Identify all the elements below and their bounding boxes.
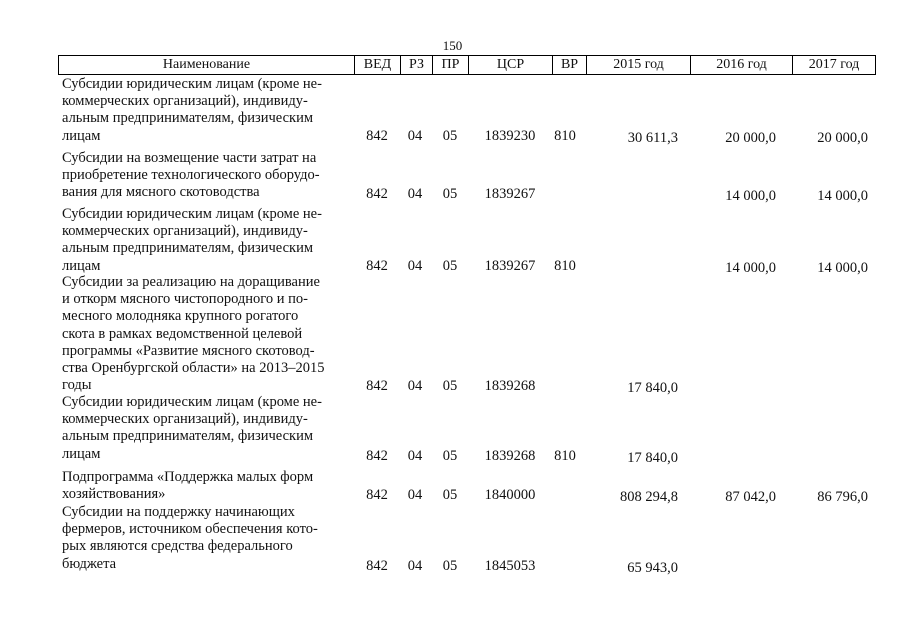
cell-2016: 20 000,0 <box>725 130 776 146</box>
cell-rz: 04 <box>407 487 423 503</box>
header-name: Наименование <box>59 56 355 74</box>
cell-pr: 05 <box>442 378 458 394</box>
cell-pr: 05 <box>442 186 458 202</box>
cell-vr: 810 <box>554 258 576 274</box>
cell-ved: 842 <box>366 258 388 274</box>
header-2016: 2016 год <box>691 56 793 74</box>
cell-2017: 86 796,0 <box>817 489 868 505</box>
cell-rz: 04 <box>407 558 423 574</box>
cell-ved: 842 <box>366 448 388 464</box>
row-name: Подпрограмма «Поддержка малых форм хозяйствования» <box>62 469 314 503</box>
cell-rz: 04 <box>407 378 423 394</box>
row-name: Субсидии юридическим лицам (кроме не- коммерческих организаций), индивиду- альным предпринимателям, физическим лицам <box>62 394 322 462</box>
cell-pr: 05 <box>442 128 458 144</box>
cell-2015: 17 840,0 <box>627 450 678 466</box>
cell-rz: 04 <box>407 448 423 464</box>
cell-rz: 04 <box>407 186 423 202</box>
cell-pr: 05 <box>442 448 458 464</box>
cell-2017: 14 000,0 <box>817 188 868 204</box>
header-2017: 2017 год <box>808 57 860 72</box>
cell-csr: 1840000 <box>484 487 536 503</box>
cell-csr: 1839230 <box>484 128 536 144</box>
cell-ved: 842 <box>366 487 388 503</box>
cell-2017: 20 000,0 <box>817 130 868 146</box>
cell-csr: 1839267 <box>484 186 536 202</box>
cell-pr: 05 <box>442 558 458 574</box>
cell-2015: 30 611,3 <box>627 130 678 146</box>
cell-csr: 1845053 <box>484 558 536 574</box>
cell-ved: 842 <box>366 378 388 394</box>
header-2015: 2015 год <box>587 56 691 74</box>
cell-2016: 14 000,0 <box>725 260 776 276</box>
row-name: Субсидии юридическим лицам (кроме не- коммерческих организаций), индивиду- альным предпринимателям, физическим лицам <box>62 76 322 144</box>
cell-ved: 842 <box>366 128 388 144</box>
cell-vr: 810 <box>554 128 576 144</box>
cell-vr: 810 <box>554 448 576 464</box>
row-name: Субсидии на возмещение части затрат на приобретение технологического оборудо- вания для мясного скотоводства <box>62 150 320 201</box>
cell-csr: 1839268 <box>484 448 536 464</box>
cell-pr: 05 <box>442 258 458 274</box>
page-number: 150 <box>442 38 463 53</box>
cell-rz: 04 <box>407 128 423 144</box>
table-header <box>58 55 876 75</box>
cell-2016: 87 042,0 <box>725 489 776 505</box>
cell-csr: 1839267 <box>484 258 536 274</box>
row-name: Субсидии на поддержку начинающих фермеров, источником обеспечения кото- рых являются средства федерального бюджета <box>62 504 318 572</box>
cell-2015: 65 943,0 <box>627 560 678 576</box>
cell-2015: 17 840,0 <box>627 380 678 396</box>
header-ved: ВЕД <box>355 56 401 74</box>
header-vr: ВР <box>553 56 587 74</box>
row-name: Субсидии юридическим лицам (кроме не- коммерческих организаций), индивиду- альным предпринимателям, физическим лицам <box>62 206 322 274</box>
cell-ved: 842 <box>366 558 388 574</box>
header-csr: ЦСР <box>469 56 553 74</box>
header-pr: ПР <box>433 56 469 74</box>
cell-ved: 842 <box>366 186 388 202</box>
cell-pr: 05 <box>442 487 458 503</box>
row-name: Субсидии за реализацию на доращивание и откорм мясного чистопородного и по- месного молодняка крупного рогатого скота в рамках ведомственной целевой программы «Развитие мясного скотовод- ства Оренбургской области» на 2013–2015 годы <box>62 274 325 394</box>
cell-2017: 14 000,0 <box>817 260 868 276</box>
header-rz: РЗ <box>401 56 433 74</box>
cell-2015: 808 294,8 <box>620 489 678 505</box>
cell-rz: 04 <box>407 258 423 274</box>
cell-2016: 14 000,0 <box>725 188 776 204</box>
cell-csr: 1839268 <box>484 378 536 394</box>
